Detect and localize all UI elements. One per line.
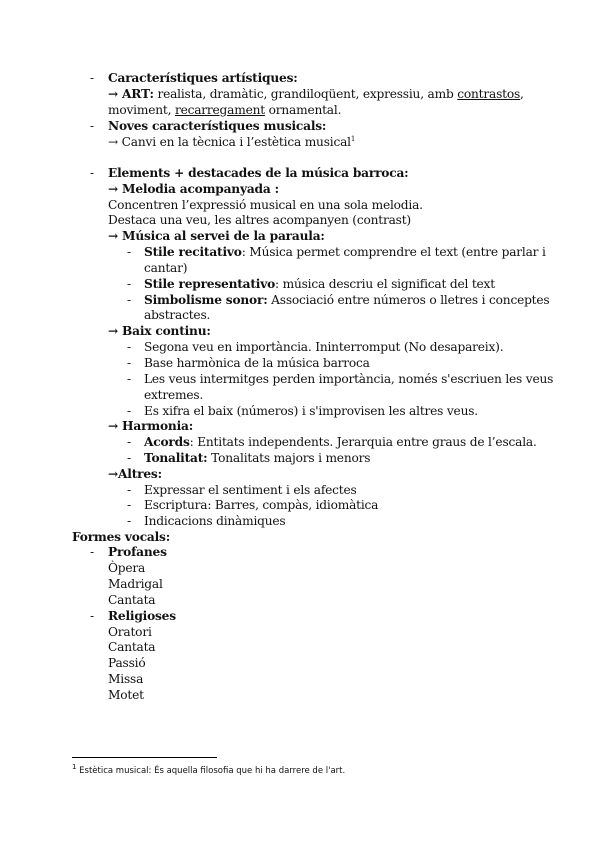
list-item: Motet [108,688,144,702]
footnote [72,763,346,776]
sub-bullet-dash: - [127,498,132,512]
noves-text: → Canvi en la tècnica i l’estètica musical [108,135,351,149]
acords-label: Acords [144,435,190,449]
heading-religioses: Religioses [108,609,176,623]
footnote-marker: 1 [72,763,77,772]
heading-melodia: → Melodia acompanyada : [108,182,279,196]
sub-bullet-dash: - [127,435,132,449]
list-item: Indicacions dinàmiques [144,514,286,528]
art-line-2 [108,103,341,119]
sub-bullet-dash: - [127,356,132,370]
bullet-dash: - [90,166,95,180]
heading-formes-vocals: Formes vocals: [72,530,171,544]
art-text: realista, dramàtic, grandiloqüent, expressiu, amb [153,87,458,101]
heading-caracteristiques: Característiques artístiques: [108,71,298,85]
art-comma: , [520,87,524,101]
list-item: Passió [108,656,146,670]
sub-bullet-dash: - [127,451,132,465]
art-line2-end: ornamental. [264,103,342,117]
sub-bullet-dash: - [127,340,132,354]
footnote-text: Estètica musical: És aquella filosofia que hi ha darrere de l'art. [76,766,346,776]
acords-text: : Entitats independents. Jerarquia entre graus de l’escala. [189,435,537,449]
list-item: Oratori [108,625,152,639]
list-item: Les veus intermitges perden importància, només s'escriuen les veus [144,372,554,386]
stile-representativo-line [144,277,495,293]
stile-recitativo-cont: cantar) [144,261,188,275]
art-link-contrastos: contrastos [457,87,521,101]
heading-musica-paraula: → Música al servei de la paraula: [108,229,325,243]
tonalitat-label: Tonalitat: [144,451,208,465]
melodia-line-2: Destaca una veu, les altres acompanyen (contrast) [108,213,411,227]
sub-bullet-dash: - [127,404,132,418]
heading-elements: Elements + destacades de la música barroca: [108,166,409,180]
tonalitat-line [144,451,370,467]
simbolisme-cont: abstractes. [144,308,211,322]
sub-bullet-dash: - [127,372,132,386]
simbolisme-line [144,293,549,309]
list-item: Òpera [108,561,146,575]
bullet-dash: - [90,71,95,85]
sub-bullet-dash: - [127,514,132,528]
list-item: Expressar el sentiment i els afectes [144,483,357,497]
bullet-dash: - [90,609,95,623]
list-item: Madrigal [108,577,163,591]
stile-repr-text: : música descriu el significat del text [275,277,495,291]
noves-line [108,135,355,151]
bullet-dash: - [90,119,95,133]
list-item: Escriptura: Barres, compàs, idiomàtica [144,498,379,512]
simbolisme-label: Simbolisme sonor: [144,293,268,307]
bullet-dash: - [90,545,95,559]
footnote-ref: 1 [350,134,356,143]
heading-baix-continu: → Baix continu: [108,324,211,338]
art-link-recarregament: recarregament [174,103,265,117]
stile-recitativo-line [144,245,546,261]
list-item: Segona veu en importància. Ininterromput (No desapareix). [144,340,504,354]
art-line [108,87,524,103]
simbolisme-text: Associació entre números o lletres i conceptes [267,293,550,307]
list-item: Base harmònica de la música barroca [144,356,370,370]
heading-altres: →Altres: [108,467,162,481]
heading-profanes: Profanes [108,545,167,559]
sub-bullet-dash: - [127,245,132,259]
art-line2-text: moviment, [108,103,175,117]
melodia-line-1: Concentren l’expressió musical en una sola melodia. [108,198,423,212]
heading-noves: Noves característiques musicals: [108,119,327,133]
stile-recitativo-label: Stile recitativo [144,245,242,259]
stile-repr-label: Stile representativo [144,277,276,291]
list-item: Es xifra el baix (números) i s'improvisen les altres veus. [144,404,478,418]
sub-bullet-dash: - [127,483,132,497]
list-item-cont: extremes. [144,388,204,402]
footnote-separator [72,757,217,758]
art-label: → ART: [108,87,154,101]
list-item: Cantata [108,593,156,607]
list-item: Missa [108,672,144,686]
stile-recitativo-text: : Música permet comprendre el text (entre parlar i [241,245,546,259]
sub-bullet-dash: - [127,277,132,291]
list-item: Cantata [108,640,156,654]
heading-harmonia: → Harmonia: [108,419,193,433]
acords-line [144,435,537,451]
tonalitat-text: Tonalitats majors i menors [207,451,371,465]
sub-bullet-dash: - [127,293,132,307]
